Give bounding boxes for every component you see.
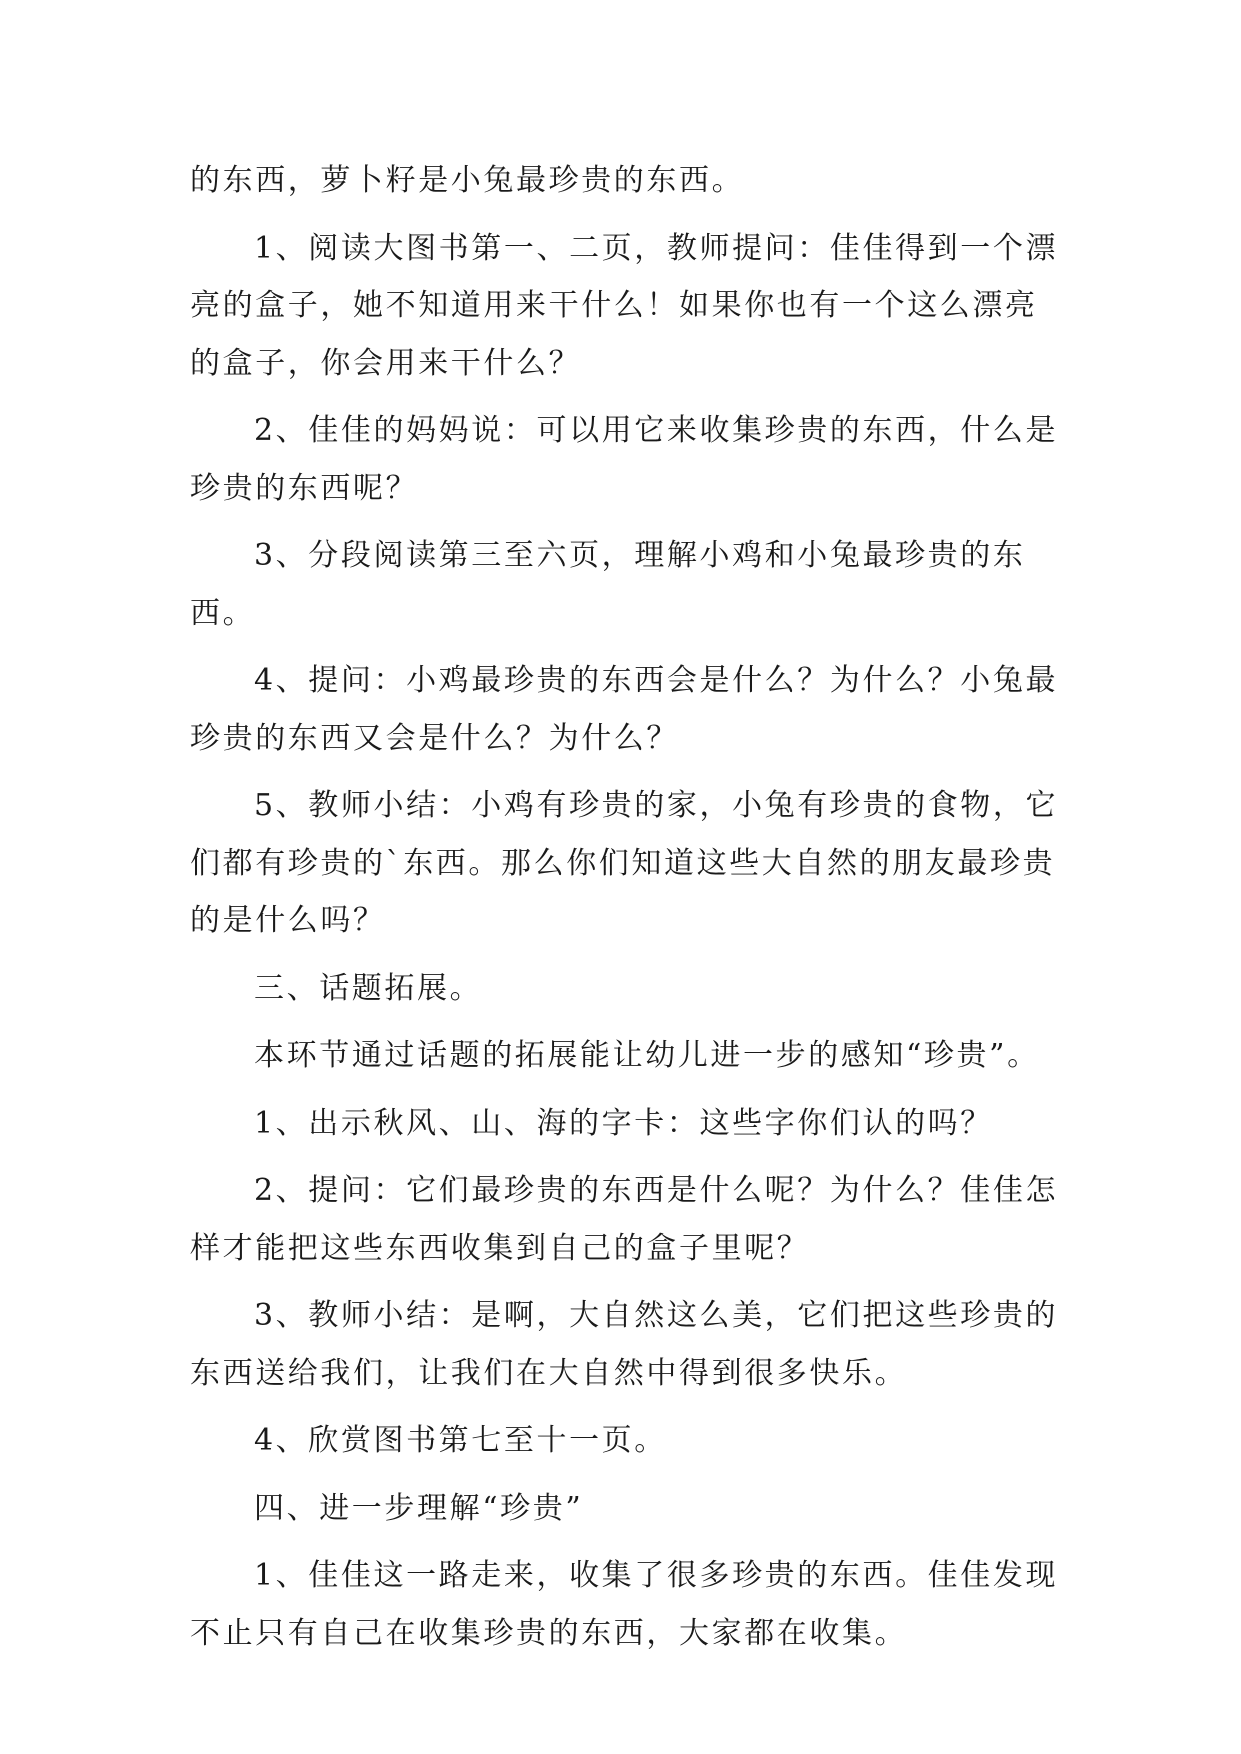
paragraph: 5、教师小结：小鸡有珍贵的家，小兔有珍贵的食物，它们都有珍贵的`东西。那么你们知道这些大自然的朋友最珍贵的是什么吗？ bbox=[190, 788, 1059, 938]
section-heading: 三、话题拓展。 bbox=[254, 970, 483, 1006]
document-body bbox=[190, 152, 1070, 1672]
paragraph: 的东西，萝卜籽是小兔最珍贵的东西。 bbox=[190, 163, 745, 198]
paragraph: 3、教师小结：是啊，大自然这么美，它们把这些珍贵的东西送给我们，让我们在大自然中得到很多快乐。 bbox=[190, 1298, 1059, 1391]
paragraph: 2、佳佳的妈妈说：可以用它来收集珍贵的东西，什么是珍贵的东西呢？ bbox=[190, 413, 1059, 506]
paragraph: 1、出示秋风、山、海的字卡：这些字你们认的吗？ bbox=[254, 1105, 993, 1141]
paragraph: 4、提问：小鸡最珍贵的东西会是什么？为什么？小兔最珍贵的东西又会是什么？为什么？ bbox=[190, 663, 1059, 756]
paragraph: 3、分段阅读第三至六页，理解小鸡和小兔最珍贵的东西。 bbox=[190, 538, 1026, 631]
paragraph: 1、阅读大图书第一、二页，教师提问：佳佳得到一个漂亮的盒子，她不知道用来干什么！如果你也有一个这么漂亮的盒子，你会用来干什么？ bbox=[190, 230, 1059, 381]
paragraph: 2、提问：它们最珍贵的东西是什么呢？为什么？佳佳怎样才能把这些东西收集到自己的盒子里呢？ bbox=[190, 1173, 1059, 1266]
paragraph: 4、欣赏图书第七至十一页。 bbox=[254, 1423, 667, 1458]
section-heading: 四、进一步理解“珍贵” bbox=[254, 1490, 584, 1526]
paragraph: 本环节通过话题的拓展能让幼儿进一步的感知“珍贵”。 bbox=[254, 1038, 1040, 1073]
paragraph: 1、佳佳这一路走来，收集了很多珍贵的东西。佳佳发现不止只有自己在收集珍贵的东西，大家都在收集。 bbox=[190, 1558, 1059, 1651]
